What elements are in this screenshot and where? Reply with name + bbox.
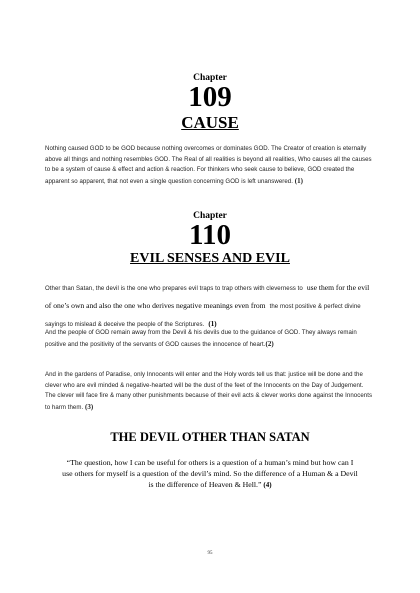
section-heading: THE DEVIL OTHER THAN SATAN (110, 430, 310, 444)
para2-text: And the people of GOD remain away from the Devil & his devils due to the guidance of GOD. They always remain positive and the positivity of the servants of GOD causes the innocence of heart. (45, 329, 357, 348)
para1-ref: (1) (208, 320, 217, 328)
para1-part-b: use them for the evil of one’s own and also the one who derives negative meanings even from (45, 283, 370, 310)
para2-ref: (2) (265, 339, 274, 348)
para1-part-a: Other than Satan, the devil is the one who prepares evil traps to trap others with cleverness to (45, 285, 303, 292)
chapter-110-label: Chapter (193, 211, 227, 221)
chapter-109-ref: (1) (294, 176, 304, 185)
para1-part-c: the most positive & perfect divine sayings to mislead & deceive the people of the Scriptures. (45, 303, 361, 328)
chapter-109-number: 109 (188, 81, 232, 113)
chapter-109-paragraph (45, 144, 375, 187)
chapter-110-paragraph-3 (45, 370, 375, 413)
chapter-110-title: EVIL SENSES AND EVIL (130, 251, 290, 266)
para3-text: And in the gardens of Paradise, only Innocents will enter and the Holy words tell us that: justice will be done and the clever who are evil minded & negative-hearted will be the dust of the feet of the Innocents on the Day of Judgement. The clever will face fire & many other punishments because of their evil acts & clever works done against the Innocents to harm them. (45, 371, 373, 411)
quote-text: “The question, how I can be useful for others is a question of a human’s mind but how can I use others for myself is a question of the devil’s mind. So the difference of a Human & a Devil is the difference of Heaven & Hell.” (62, 458, 358, 489)
chapter-109-title: CAUSE (181, 113, 239, 132)
section-quote (62, 457, 358, 491)
para3-ref: (3) (85, 402, 94, 411)
chapter-109-label: Chapter (193, 73, 227, 83)
quote-ref: (4) (263, 481, 272, 489)
page-number: 95 (207, 551, 213, 556)
chapter-110-paragraph-1 (45, 277, 375, 331)
chapter-110-number: 110 (189, 219, 231, 251)
chapter-109-text: Nothing caused GOD to be GOD because nothing overcomes or dominates GOD. The Creator of creation is eternally above all things and nothing resembles GOD. The Real of all realities is beyond all realities, Who causes all the causes to be a system of cause & effect and action & reaction. For thinkers who seek cause to believe, GOD created the apparent so apparent, that not even a single question concerning GOD is left unanswered. (45, 145, 372, 185)
chapter-110-paragraph-2 (45, 328, 375, 350)
